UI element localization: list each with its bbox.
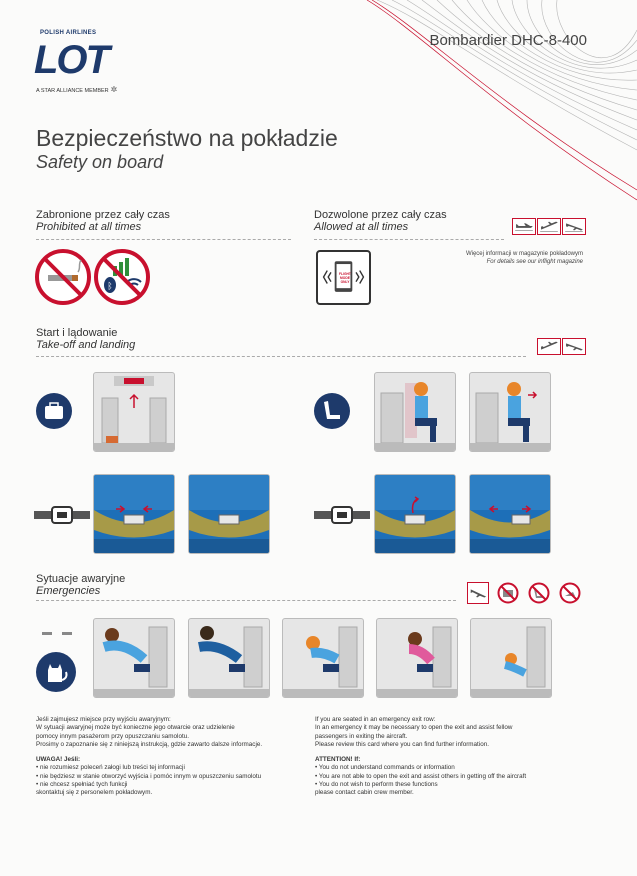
info-en-bullet: • You are not able to open the exit and assist others in getting off the aircraft (315, 772, 527, 780)
info-pl-warning: UWAGA! Jeśli: (36, 756, 81, 764)
no-seat-icon (528, 582, 550, 604)
no-smoking-icon (34, 248, 92, 306)
dash-mark (42, 632, 52, 635)
seatbelt-tighten-panel (188, 474, 270, 554)
divider (36, 600, 456, 601)
info-en-line: In an emergency it may be necessary to open the exit and assist fellow (315, 724, 513, 732)
plane-landing-icon (563, 219, 585, 234)
brace-position-2-panel (188, 618, 270, 698)
takeoff-en: Take-off and landing (36, 339, 136, 351)
brace-child-panel (470, 618, 552, 698)
svg-text:ᛒ: ᛒ (107, 282, 113, 292)
plane-takeoff-icon (538, 219, 560, 234)
info-pl-heading: Jeśli zajmujesz miejsce przy wyjściu awaryjnym: (36, 716, 171, 723)
aircraft-model: Bombardier DHC-8-400 (429, 32, 587, 49)
luggage-icon (36, 393, 72, 429)
alliance-text: A STAR ALLIANCE MEMBER (36, 88, 109, 94)
seatbelt-fasten-panel (93, 474, 175, 554)
emergency-en: Emergencies (36, 585, 101, 597)
info-en-line: Please review this card where you can find further information. (315, 740, 489, 748)
seatbelt-open-panel (469, 474, 551, 554)
seatbelt-release-panel (374, 474, 456, 554)
info-en-closing: please contact cabin crew member. (315, 789, 414, 797)
phase-emergency-landing-badge (467, 582, 489, 604)
seatbelt-icon (34, 504, 90, 526)
allowed-pl: Dozwolone przez cały czas (314, 209, 447, 221)
info-pl-closing: skontaktuj się z personelem pokładowym. (36, 789, 153, 797)
plane-takeoff-icon (538, 339, 560, 354)
allowed-en: Allowed at all times (314, 221, 409, 233)
exit-row-info-english (315, 716, 605, 798)
tray-table-panel (469, 372, 551, 452)
prohibited-heading (36, 209, 170, 233)
airline-logo: LOT (34, 38, 108, 82)
no-luggage-icon (497, 582, 519, 604)
emergency-heading (36, 573, 125, 597)
dash-mark (62, 632, 72, 635)
title-english: Safety on board (36, 152, 164, 172)
seatbelt-icon (314, 504, 370, 526)
info-pl-bullet: • nie chcesz spełniać tych funkcji (36, 781, 128, 789)
info-pl-line: Prosimy o zapoznanie się z niniejszą instrukcją, gdzie zawarto dalsze informacje. (36, 740, 263, 748)
no-heels-icon (559, 582, 581, 604)
phase-takeoff-badge (537, 338, 561, 355)
phase-takeoff-badge (537, 218, 561, 235)
no-wireless-icon (93, 248, 151, 306)
brace-position-4-panel (376, 618, 458, 698)
cat-icon (36, 652, 76, 692)
info-pl-line: pomocy innym pasażerom przy opuszczaniu samolotu. (36, 732, 189, 740)
info-en-bullet: • You do not understand commands or information (315, 764, 455, 772)
info-pl-line: W sytuacji awaryjnej może być konieczne jego otwarcie oraz udzielenie (36, 724, 235, 732)
phase-taxi-badge (512, 218, 536, 235)
brace-position-3-panel (282, 618, 364, 698)
flight-mode-label: FLIGHT MODE ONLY (339, 272, 351, 284)
magazine-note-pl: Więcej informacji w magazynie pokładowym (465, 251, 583, 257)
emergency-pl: Sytuacje awaryjne (36, 573, 126, 585)
plane-landing-icon (468, 583, 488, 603)
plane-taxi-icon (513, 219, 535, 234)
phase-landing-badge (562, 218, 586, 235)
seat-upright-panel (374, 372, 456, 452)
flight-mode-phone-icon (316, 250, 371, 305)
prohibited-en: Prohibited at all times (36, 221, 142, 233)
divider (36, 239, 291, 240)
prohibited-pl: Zabronione przez cały czas (36, 209, 170, 221)
luggage-stowage-panel (93, 372, 175, 452)
info-en-heading: If you are seated in an emergency exit row: (315, 716, 436, 723)
info-en-bullet: • You do not wish to perform these functions (315, 781, 438, 789)
takeoff-pl: Start i lądowanie (36, 327, 118, 339)
phase-landing-badge (562, 338, 586, 355)
exit-row-info-polish (36, 716, 301, 798)
info-en-warning: ATTENTION! If: (315, 756, 361, 764)
divider (314, 239, 504, 240)
info-en-line: passengers in exiting the aircraft. (315, 732, 408, 740)
takeoff-heading (36, 327, 135, 351)
info-pl-bullet: • nie rozumiesz poleceń załogi lub treści tej informacji (36, 764, 185, 772)
title-polish: Bezpieczeństwo na pokładzie (36, 125, 338, 151)
plane-landing-icon (563, 339, 585, 354)
divider (36, 356, 526, 357)
magazine-note-en: For details see our inflight magazine (486, 259, 583, 265)
airline-subtitle: POLISH AIRLINES (40, 30, 97, 36)
alliance-label (36, 85, 117, 94)
seat-icon (314, 393, 350, 429)
star-alliance-icon: ✲ (110, 85, 118, 94)
magazine-note (466, 250, 583, 266)
info-pl-bullet: • nie będziesz w stanie otworzyć wyjścia i pomóc innym w opuszczeniu samolotu (36, 772, 262, 780)
brace-position-1-panel (93, 618, 175, 698)
allowed-heading (314, 209, 447, 233)
